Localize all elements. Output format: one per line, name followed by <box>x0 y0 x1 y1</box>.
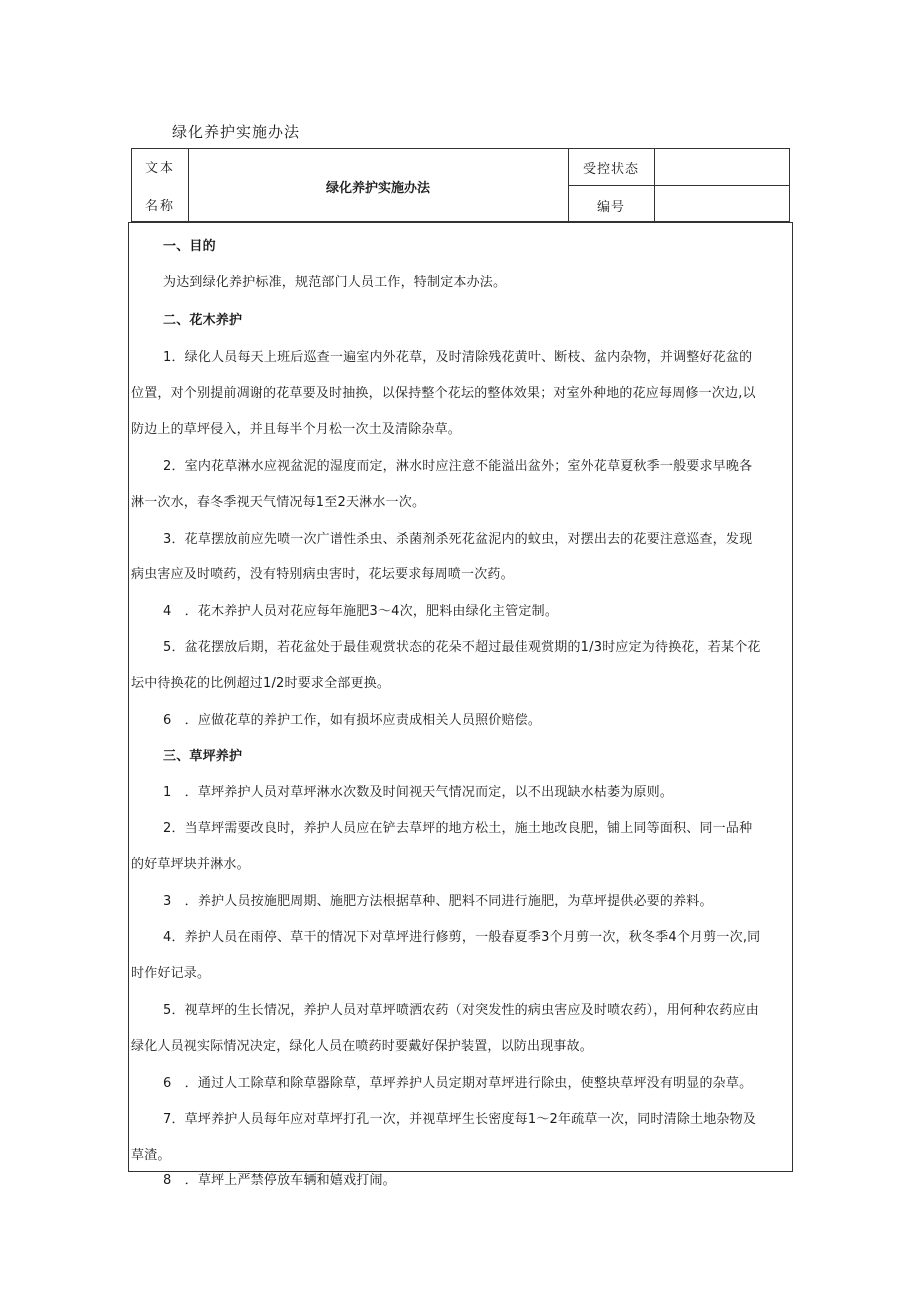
header-table <box>131 148 790 222</box>
table-divider <box>568 185 789 186</box>
paragraph-line: 病虫害应及时喷药，没有特别病虫害时，花坛要求每周喷一次药。 <box>131 567 514 582</box>
paragraph-line: 6 ．应做花草的养护工作，如有损坏应责成相关人员照价赔偿。 <box>163 713 542 728</box>
paragraph-line: 时作好记录。 <box>131 966 211 981</box>
paragraph-line: 1．绿化人员每天上班后巡查一遍室内外花草，及时清除残花黄叶、断枝、盆内杂物，并调整好花盆的 <box>163 350 753 365</box>
paragraph-line: 3 ．养护人员按施肥周期、施肥方法根据草种、肥料不同进行施肥，为草坪提供必要的养料。 <box>163 894 713 909</box>
document-title: 绿化养护实施办法 <box>172 123 301 141</box>
label-mingcheng: 名称 <box>144 199 175 214</box>
paragraph-line: 4．养护人员在雨停、草干的情况下对草坪进行修剪，一般春夏季3个月剪一次，秋冬季4个月剪一次,同 <box>163 930 761 945</box>
paragraph-line: 6 ．通过人工除草和除草器除草，草坪养护人员定期对草坪进行除虫，使整块草坪没有明显的杂草。 <box>163 1076 753 1091</box>
label-wenben: 文本 <box>144 161 175 176</box>
paragraph-line: 位置，对个别提前凋谢的花草要及时抽换，以保持整个花坛的整体效果；对室外种地的花应每周修一次边,以 <box>131 386 756 401</box>
section-heading-purpose: 一、目的 <box>163 239 216 254</box>
label-document-number: 编号 <box>596 200 625 215</box>
paragraph-line: 3．花草摆放前应先喷一次广谱性杀虫、杀菌剂杀死花盆泥内的蚊虫，对摆出去的花要注意巡查，发现 <box>163 532 753 547</box>
paragraph-line: 的好草坪块并淋水。 <box>131 857 250 872</box>
paragraph-line: 8 ．草坪上严禁停放车辆和嬉戏打闹。 <box>163 1173 396 1188</box>
label-control-status: 受控状态 <box>582 162 639 177</box>
paragraph-line: 1 ．草坪养护人员对草坪淋水次数及时间视天气情况而定，以不出现缺水枯萎为原则。 <box>163 785 674 800</box>
paragraph-line: 防边上的草坪侵入，并且每半个月松一次土及清除杂草。 <box>131 422 462 437</box>
paragraph-line: 7．草坪养护人员每年应对草坪打孔一次，并视草坪生长密度每1〜2年疏草一次，同时清除土地杂物及 <box>163 1112 757 1127</box>
paragraph-line: 2．当草坪需要改良时，养护人员应在铲去草坪的地方松土，施土地改良肥，铺上同等面积、同一品种 <box>163 821 753 836</box>
paragraph-line: 为达到绿化养护标准，规范部门人员工作，特制定本办法。 <box>163 275 507 290</box>
paragraph-line: 绿化人员视实际情况决定，绿化人员在喷药时要戴好保护装置，以防出现事故。 <box>131 1039 594 1054</box>
paragraph-line: 5．视草坪的生长情况，养护人员对草坪喷洒农药（对突发性的病虫害应及时喷农药），用何种农药应由 <box>163 1003 759 1018</box>
document-name-value: 绿化养护实施办法 <box>325 181 430 196</box>
section-heading-flower-care: 二、花木养护 <box>163 313 243 328</box>
paragraph-line: 4 ．花木养护人员对花应每年施肥3〜4次，肥料由绿化主管定制。 <box>163 604 559 619</box>
paragraph-line: 淋一次水，春冬季视天气情况每1至2天淋水一次。 <box>131 495 426 510</box>
paragraph-line: 5．盆花摆放后期，若花盆处于最佳观赏状态的花朵不超过最佳观赏期的1/3时应定为待换花，若某个花 <box>163 640 761 655</box>
paragraph-line: 2．室内花草淋水应视盆泥的湿度而定，淋水时应注意不能溢出盆外；室外花草夏秋季一般要求早晚各 <box>163 459 753 474</box>
paragraph-line: 坛中待换花的比例超过1/2时要求全部更换。 <box>131 676 391 691</box>
section-heading-lawn-care: 三、草坪养护 <box>163 749 243 764</box>
paragraph-line: 草渣。 <box>131 1148 171 1163</box>
